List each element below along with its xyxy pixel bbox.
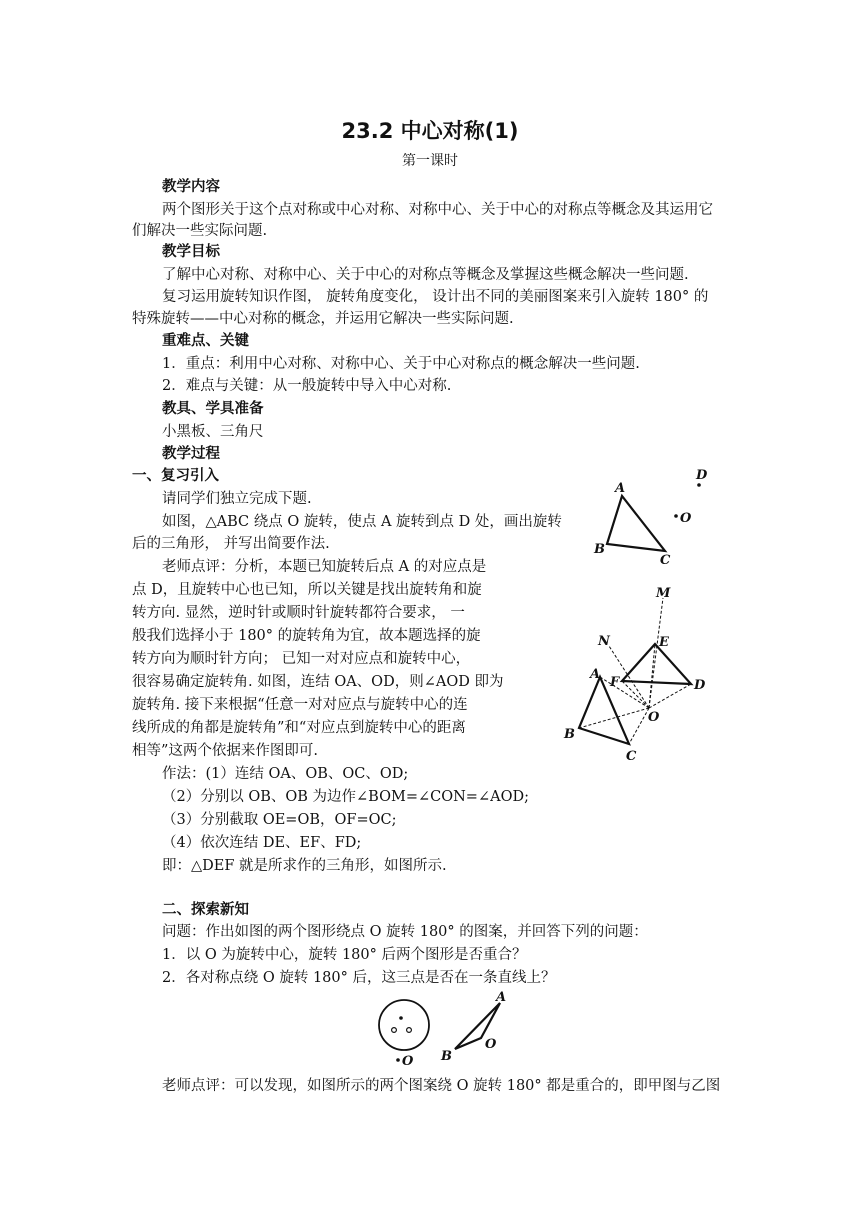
content-heading: 教学内容 (162, 179, 220, 195)
method-line-4: （4）依次连结 DE、EF、FD; (162, 835, 362, 851)
method-line-1: 作法：(1）连结 OA、OB、OC、OD; (162, 766, 409, 782)
process-heading: 教学过程 (162, 446, 220, 462)
content-line-1: 两个图形关于这个点对称或中心对称、对称中心、关于中心的对称点等概念及其运用它 (162, 202, 713, 218)
figure-rotation-task (590, 460, 720, 575)
method-line-3: （3）分别截取 OE=OB，OF=OC; (162, 812, 397, 828)
tools-heading: 教具、学具准备 (162, 401, 264, 417)
triangle-abc (607, 496, 665, 551)
label-a-3: A (496, 990, 507, 1005)
key-line-1: 1．重点：利用中心对称、对称中心、关于中心对称点的概念解决一些问题. (162, 356, 640, 372)
dot-left (392, 1028, 397, 1033)
dot-top (399, 1016, 403, 1020)
label-b: B (594, 542, 605, 557)
explore-line-3: 2．各对称点绕 O 旋转 180° 后，这三点是否在一条直线上？ (162, 970, 556, 986)
point-o-3 (396, 1058, 400, 1062)
label-f: F (610, 675, 620, 690)
label-d: D (696, 468, 708, 483)
label-c-2: C (626, 749, 637, 764)
circle-figure (379, 1000, 429, 1050)
review-heading: 一、复习引入 (132, 468, 219, 484)
comment-line-4: 般我们选择小于 180° 的旋转角为宜，故本题选择的旋 (132, 628, 481, 644)
label-o-3: O (402, 1054, 414, 1068)
label-b-2: B (564, 727, 575, 742)
triangle-def (622, 644, 691, 684)
goals-heading: 教学目标 (162, 244, 220, 260)
goals-line-3: 特殊旋转——中心对称的概念，并运用它解决一些实际问题. (132, 311, 514, 327)
page-title: 23.2 中心对称(1) (341, 119, 519, 143)
label-o-2: O (648, 710, 660, 725)
comment-line-9: 相等”这两个依据来作图即可. (132, 743, 319, 759)
comment-line-3: 转方向. 显然，逆时针或顺时针旋转都符合要求， 一 (132, 605, 465, 621)
figure-explore-shapes (372, 988, 517, 1068)
final-line: 老师点评：可以发现，如图所示的两个图案绕 O 旋转 180° 都是重合的，即甲图与乙图 (162, 1078, 721, 1094)
comment-line-1: 老师点评：分析，本题已知旋转后点 A 的对应点是 (162, 559, 487, 575)
dot-right (407, 1028, 412, 1033)
comment-line-8: 线所成的角都是旋转角”和“对应点到旋转中心的距离 (132, 720, 466, 736)
explore-heading: 二、探索新知 (162, 902, 249, 918)
comment-line-6: 很容易确定旋转角. 如图，连结 OA、OD，则∠AOD 即为 (132, 674, 504, 690)
label-o: O (680, 511, 692, 526)
point-o (674, 514, 678, 518)
goals-line-2: 复习运用旋转知识作图， 旋转角度变化， 设计出不同的美丽图案来引入旋转 180° 的 (162, 289, 709, 305)
label-o-4: O (485, 1037, 497, 1052)
label-n: N (598, 634, 610, 649)
comment-line-7: 旋转角. 接下来根据“任意一对对应点与旋转中心的连 (132, 697, 468, 713)
review-line-3: 后的三角形， 并写出简要作法. (132, 536, 330, 552)
explore-line-2: 1．以 O 为旋转中心，旋转 180° 后两个图形是否重合？ (162, 947, 527, 963)
tools-text: 小黑板、三角尺 (162, 424, 264, 440)
label-a: A (615, 481, 626, 496)
label-m: M (656, 586, 671, 601)
content-line-2: 们解决一些实际问题. (132, 223, 268, 239)
method-line-2: （2）分别以 OB、OB 为边作∠BOM=∠CON=∠AOD; (162, 789, 529, 805)
key-line-2: 2．难点与关键：从一般旋转中导入中心对称. (162, 378, 452, 394)
label-e: E (659, 635, 669, 650)
label-c: C (660, 553, 671, 568)
review-line-1: 请同学们独立完成下题. (162, 491, 312, 507)
review-line-2: 如图，△ABC 绕点 O 旋转，使点 A 旋转到点 D 处，画出旋转 (162, 514, 562, 530)
label-a-2: A (590, 667, 601, 682)
page-subtitle: 第一课时 (402, 153, 458, 169)
point-d (697, 483, 701, 487)
goals-line-1: 了解中心对称、对称中心、关于中心的对称点等概念及掌握这些概念解决一些问题. (162, 267, 689, 283)
key-heading: 重难点、关键 (162, 333, 249, 349)
figure-construction (558, 582, 718, 767)
label-d-2: D (694, 678, 706, 693)
label-b-3: B (441, 1049, 452, 1064)
method-line-5: 即：△DEF 就是所求作的三角形，如图所示. (162, 858, 447, 874)
triangle-abc-2 (579, 677, 629, 744)
comment-line-5: 转方向为顺时针方向； 已知一对对应点和旋转中心， (132, 651, 471, 667)
comment-line-2: 点 D，且旋转中心也已知，所以关键是找出旋转角和旋 (132, 582, 482, 598)
explore-line-1: 问题：作出如图的两个图形绕点 O 旋转 180° 的图案，并回答下列的问题： (162, 924, 648, 940)
